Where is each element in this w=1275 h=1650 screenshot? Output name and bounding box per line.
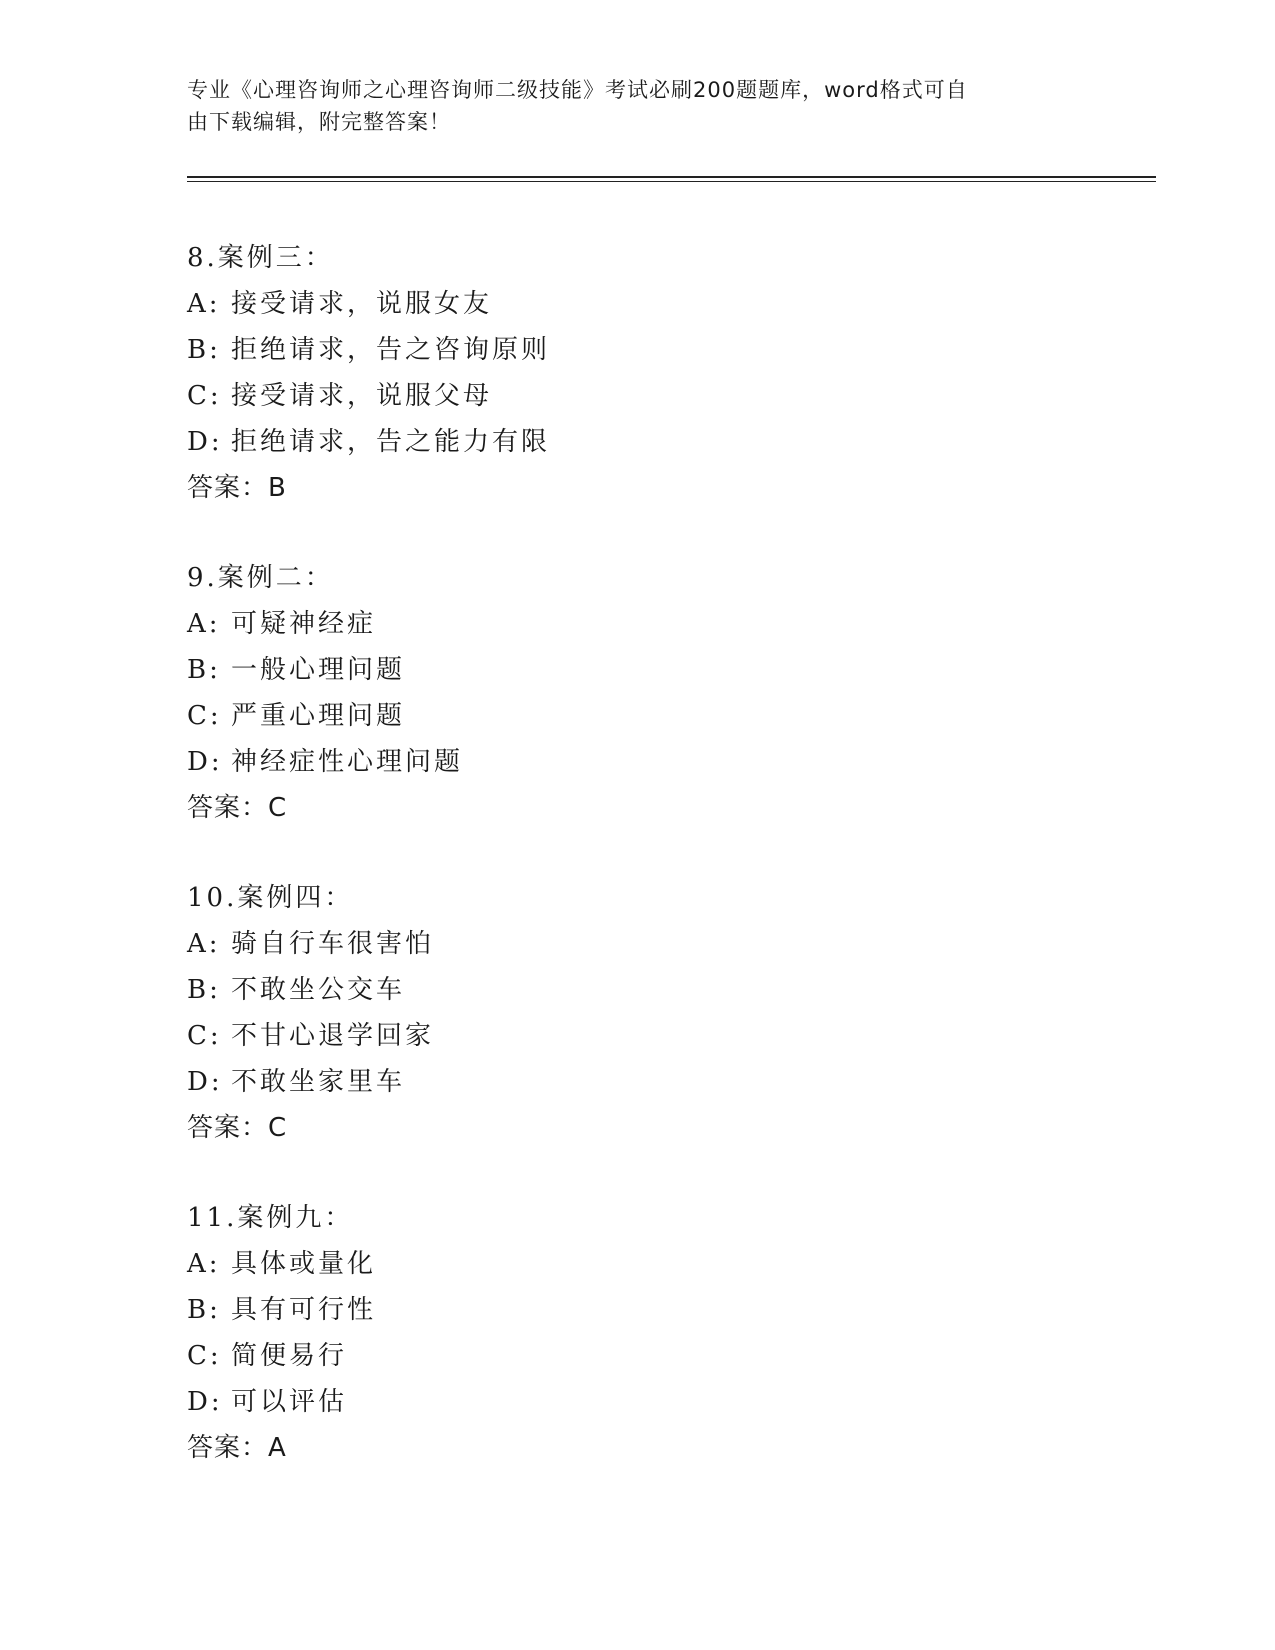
option-letter: B: [187,335,221,365]
option-letter: D: [187,747,223,777]
question-block [187,555,1147,831]
option-text: 不甘心退学回家 [231,1021,435,1051]
answer-option [187,1013,1147,1059]
option-text: 简便易行 [231,1341,348,1371]
option-text: 拒绝请求，告之能力有限 [231,427,551,457]
answer-option [187,373,1147,419]
option-text: 不敢坐家里车 [231,1067,406,1097]
question-stem: 10.案例四： [187,883,354,913]
option-letter: C: [187,1021,222,1051]
question-block [187,875,1147,1151]
option-text: 接受请求，说服父母 [231,381,493,411]
header-divider-thin [187,181,1156,182]
option-letter: A: [187,289,221,319]
answer-option [187,601,1147,647]
answer-option [187,739,1147,785]
option-text: 拒绝请求，告之咨询原则 [231,335,551,365]
option-text: 具有可行性 [231,1295,377,1325]
option-letter: A: [187,929,221,959]
option-text: 一般心理问题 [231,655,406,685]
option-letter: B: [187,975,221,1005]
answer-option [187,1059,1147,1105]
correct-answer: 答案：B [187,473,287,503]
question-list [187,235,1147,1515]
correct-answer: 答案：C [187,793,288,823]
question-stem: 11.案例九： [187,1203,354,1233]
option-letter: A: [187,609,221,639]
answer-option [187,1241,1147,1287]
option-text: 严重心理问题 [231,701,406,731]
header-line-1: 专业《心理咨询师之心理咨询师二级技能》考试必刷200题题库，word格式可自 [187,78,968,102]
option-letter: B: [187,1295,221,1325]
answer-option [187,419,1147,465]
option-letter: D: [187,1387,223,1417]
document-header [187,74,1067,138]
answer-option [187,693,1147,739]
option-letter: C: [187,701,222,731]
option-letter: C: [187,1341,222,1371]
option-letter: D: [187,427,223,457]
answer-option [187,281,1147,327]
answer-option [187,327,1147,373]
option-text: 接受请求，说服女友 [231,289,493,319]
question-stem: 9.案例二： [187,563,334,593]
answer-option [187,1379,1147,1425]
option-text: 具体或量化 [231,1249,377,1279]
answer-option [187,1333,1147,1379]
option-letter: A: [187,1249,221,1279]
option-letter: B: [187,655,221,685]
answer-option [187,967,1147,1013]
correct-answer: 答案：A [187,1433,287,1463]
correct-answer: 答案：C [187,1113,288,1143]
question-block [187,1195,1147,1471]
question-stem: 8.案例三： [187,243,334,273]
answer-option [187,647,1147,693]
option-text: 骑自行车很害怕 [231,929,435,959]
header-line-2: 由下载编辑，附完整答案！ [187,110,451,134]
option-text: 可以评估 [231,1387,348,1417]
question-block [187,235,1147,511]
option-text: 可疑神经症 [231,609,377,639]
option-letter: D: [187,1067,223,1097]
option-text: 不敢坐公交车 [231,975,406,1005]
answer-option [187,921,1147,967]
header-divider-thick [187,176,1156,178]
option-text: 神经症性心理问题 [231,747,464,777]
option-letter: C: [187,381,222,411]
answer-option [187,1287,1147,1333]
